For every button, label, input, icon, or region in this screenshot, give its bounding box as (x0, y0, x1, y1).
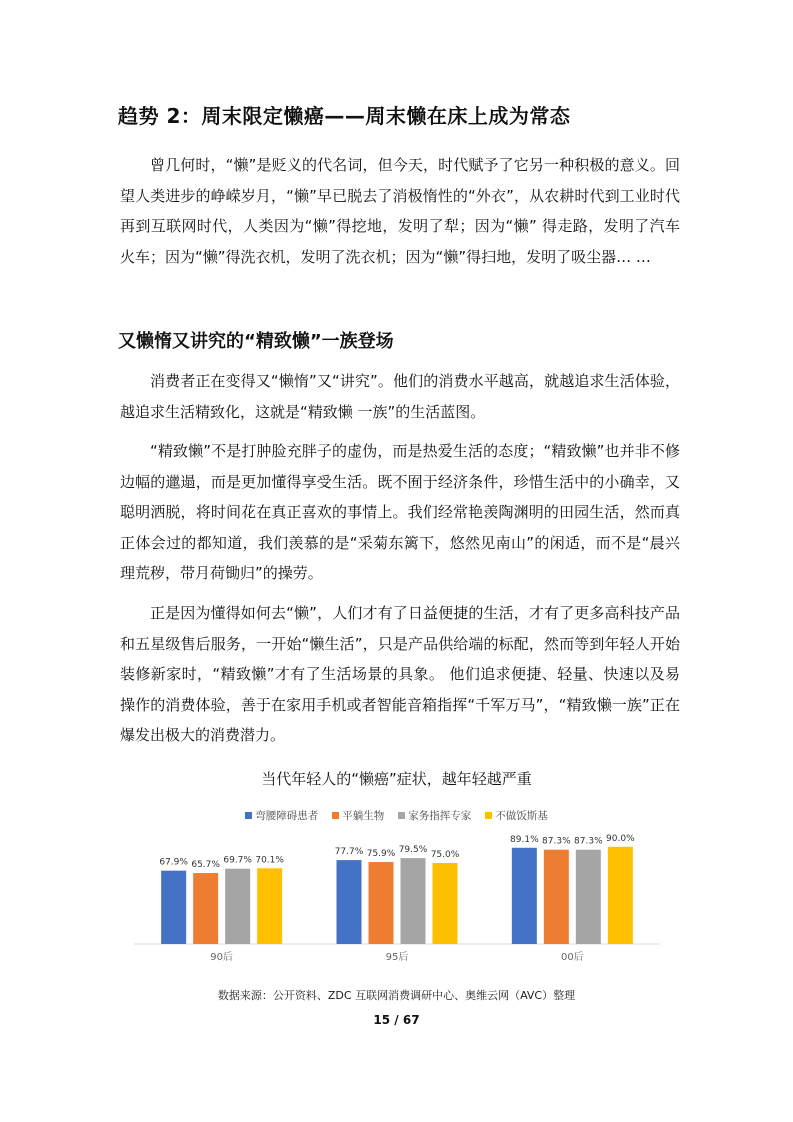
legend-label: 家务指挥专家 (408, 810, 472, 822)
bar (401, 858, 426, 944)
body-paragraph-3: 正是因为懂得如何去“懒”，人们才有了日益便捷的生活，才有了更多高科技产品和五星级售后服务，一开始“懒生活”，只是产品供给端的标配，然而等到年轻人开始装修新家时，“精致懒”才有了生活场景的具象。 他们追求便捷、轻量、快速以及易操作的消费体验，善于在家用手机或者智能音箱指挥“千军万马”，“精致懒一族”正在爆发出极大的消费潜力。 (120, 604, 680, 744)
chart-title: 当代年轻人的“懒癌”症状，越年轻越严重 (261, 770, 532, 788)
source-note: 数据来源：公开资料、ZDC 互联网消费调研中心、奥维云网（AVC）整理 (217, 989, 576, 1002)
bar (433, 863, 458, 944)
bar (576, 850, 601, 944)
data-label: 67.9% (159, 857, 188, 868)
data-label: 87.3% (542, 836, 571, 847)
body-paragraph-1: 消费者正在变得又“懒惰”又“讲究”。他们的消费水平越高，就越追求生活体验，越追求生活精致化，这就是“精致懒 一族”的生活蓝图。 (120, 372, 680, 421)
legend-swatch (245, 812, 252, 819)
legend-swatch (398, 812, 405, 819)
legend-label: 不做饭斯基 (495, 810, 548, 822)
legend-swatch (485, 812, 492, 819)
bar (337, 860, 362, 944)
data-label: 75.9% (366, 849, 396, 860)
data-label: 65.7% (191, 860, 220, 871)
bar-chart (120, 826, 680, 971)
data-label: 89.1% (510, 834, 539, 845)
data-label: 87.3% (574, 836, 603, 847)
data-label: 90.0% (606, 833, 635, 844)
legend-item (398, 808, 471, 823)
bar (193, 873, 218, 944)
legend-label: 弯腰障碍患者 (255, 810, 319, 822)
category-label: 90后 (210, 952, 234, 963)
category-label: 00后 (560, 952, 584, 963)
bar (369, 862, 394, 944)
bar (257, 868, 282, 944)
body-paragraph-2: “精致懒”不是打肿脸充胖子的虚伪，而是热爱生活的态度；“精致懒”也并非不修边幅的邋遢，而是更加懂得享受生活。既不囿于经济条件，珍惜生活中的小确幸，又聪明洒脱，将时间花在真正喜欢的事情上。我们经常艳羡陶渊明的田园生活，然而真正体会过的都知道，我们羡慕的是“采菊东篱下，悠然见南山”的闲适，而不是“晨兴理荒秽，带月荷锄归”的操劳。 (120, 442, 680, 582)
bar (225, 869, 250, 944)
legend-item (485, 808, 548, 823)
category-label: 95后 (385, 952, 409, 963)
page-number: 15 / 67 (373, 1013, 420, 1027)
intro-paragraph: 曾几何时，“懒”是贬义的代名词，但今天，时代赋予了它另一种积极的意义。回望人类进步的峥嵘岁月，“懒”早已脱去了消极惰性的“外衣”，从农耕时代到工业时代再到互联网时代，人类因为“懒”得挖地，发明了犁；因为“懒” 得走路，发明了汽车火车；因为“懒”得洗衣机，发明了洗衣机；因为“懒”得扫地，发明了吸尘器… … (120, 156, 680, 266)
section-heading: 又懒惰又讲究的“精致懒”一族登场 (118, 331, 394, 352)
bar (161, 871, 186, 944)
data-label: 77.7% (334, 847, 364, 858)
legend-item (332, 808, 384, 823)
legend-swatch (332, 812, 339, 819)
data-label: 79.5% (398, 845, 428, 856)
chart-legend (0, 808, 793, 823)
legend-item (245, 808, 318, 823)
data-label: 75.0% (430, 850, 460, 860)
bar (608, 847, 633, 944)
bar (544, 850, 569, 944)
trend-heading: 趋势 2：周末限定懒癌——周末懒在床上成为常态 (118, 104, 571, 128)
data-label: 69.7% (223, 855, 252, 866)
legend-label: 平躺生物 (342, 810, 385, 822)
bar (512, 848, 537, 944)
data-label: 70.1% (255, 855, 284, 866)
